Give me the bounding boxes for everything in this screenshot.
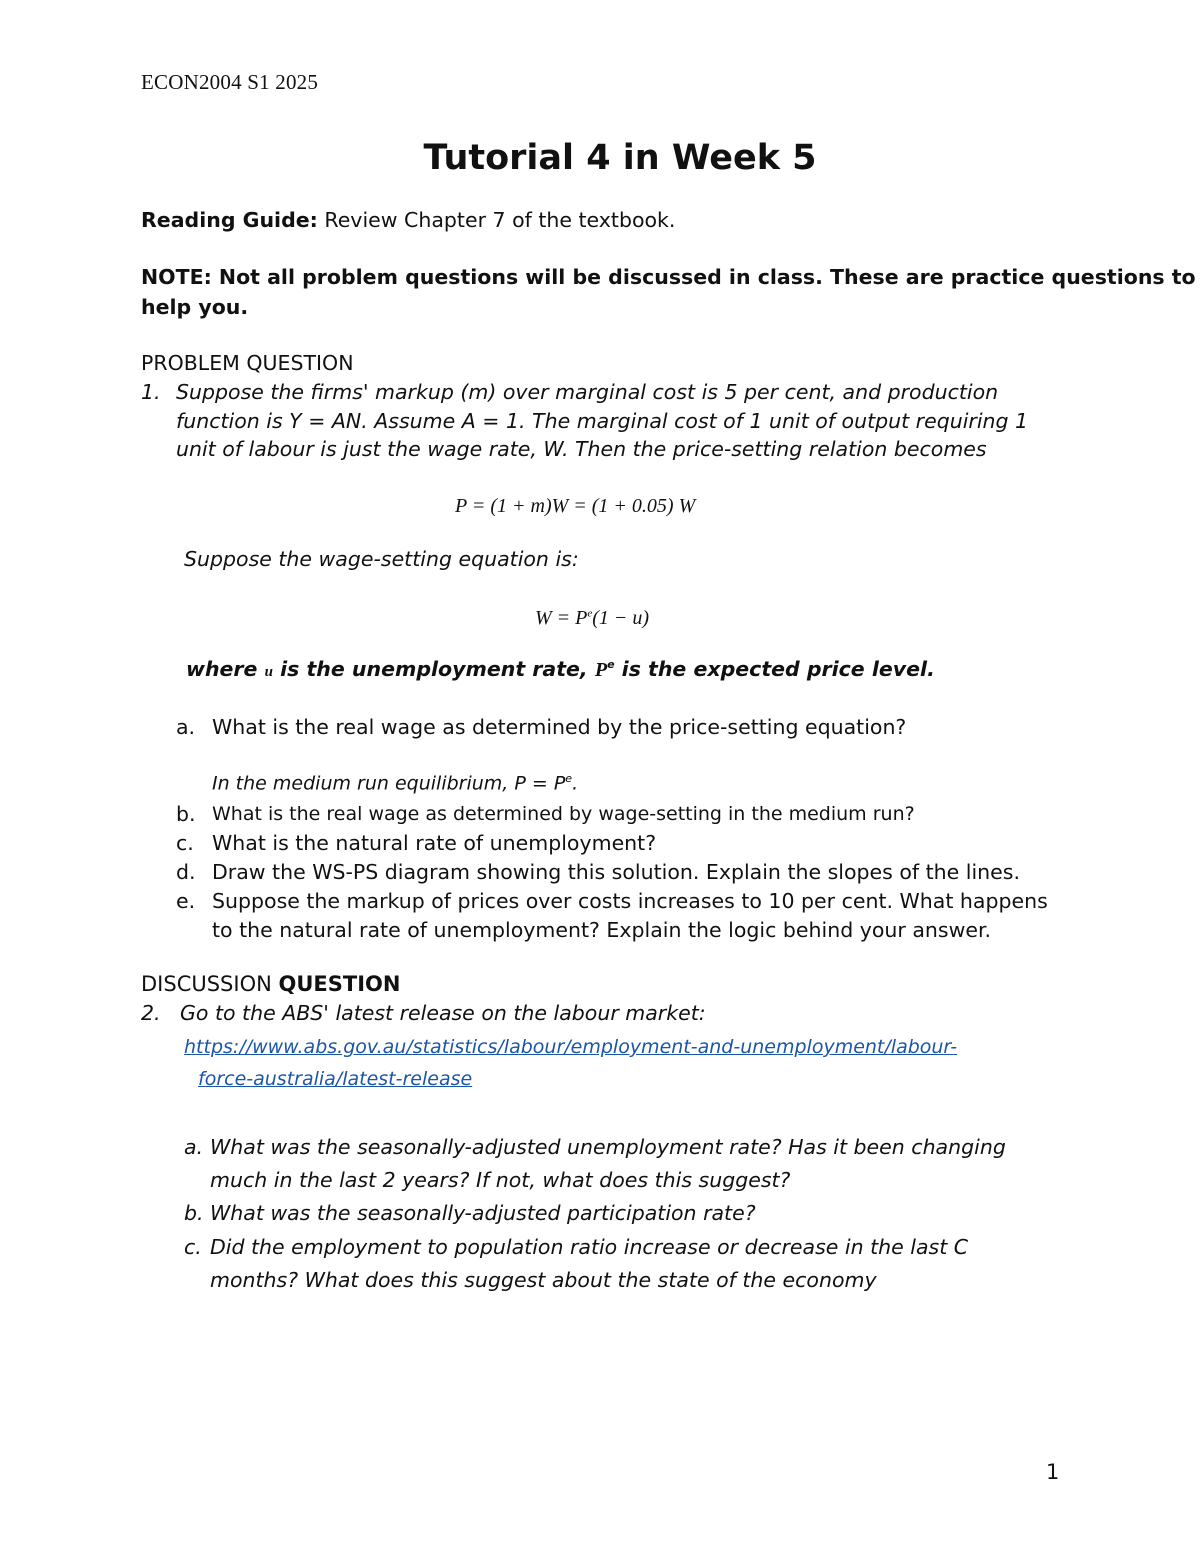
medium-run-period: . (572, 772, 579, 795)
wage-setting-equation (535, 606, 649, 630)
discussion-part-a-label: a. (184, 1135, 204, 1159)
page-title: Tutorial 4 in Week 5 (423, 138, 817, 178)
medium-run-note (212, 772, 578, 795)
wage-setting-intro: Suppose the wage-setting equation is: (184, 547, 579, 571)
where-text-c: is the expected price level. (614, 657, 935, 681)
wage-eq-superscript: e (587, 607, 593, 620)
discussion-part-b-line-1: What was the seasonally-adjusted participation rate? (210, 1201, 756, 1225)
where-p-symbol: P (594, 659, 608, 681)
medium-run-superscript: e (565, 772, 573, 785)
discussion-part-a-line-1: What was the seasonally-adjusted unemployment rate? Has it been changing (210, 1135, 1006, 1159)
page-number: 1 (1046, 1460, 1060, 1484)
where-text-a: where (186, 657, 265, 681)
note-line-1: NOTE: Not all problem questions will be discussed in class. These are practice questions to (141, 265, 1196, 289)
discussion-part-c-label: c. (184, 1235, 202, 1259)
discussion-part-c-line-1: Did the employment to population ratio increase or decrease in the last C (210, 1235, 969, 1259)
part-d-text: Draw the WS-PS diagram showing this solution. Explain the slopes of the lines. (212, 860, 1020, 884)
abs-link-line-2[interactable]: force-australia/latest-release (198, 1068, 473, 1090)
part-e-text-line-2: to the natural rate of unemployment? Explain the logic behind your answer. (212, 918, 992, 942)
discussion-part-a-line-2: much in the last 2 years? If not, what does this suggest? (210, 1168, 791, 1192)
discussion-part-b-label: b. (184, 1201, 204, 1225)
question-2-number: 2. (141, 1001, 161, 1025)
part-c-text: What is the natural rate of unemployment? (212, 831, 657, 855)
question-2-text: Go to the ABS' latest release on the labour market: (180, 1001, 706, 1025)
course-header: ECON2004 S1 2025 (141, 70, 319, 94)
part-b-label: b. (176, 802, 196, 826)
where-u-symbol: u (264, 664, 273, 680)
question-1-number: 1. (141, 380, 161, 404)
abs-link-line-1[interactable]: https://www.abs.gov.au/statistics/labour/employment-and-unemployment/labour- (184, 1036, 958, 1058)
reading-guide (141, 208, 675, 233)
question-1-line-3: unit of labour is just the wage rate, W. Then the price-setting relation becomes (176, 437, 987, 461)
where-text-b: is the unemployment rate, (272, 657, 595, 681)
discussion-heading-text: DISCUSSION (141, 972, 279, 996)
reading-guide-label: Reading Guide: (141, 208, 318, 232)
medium-run-text: In the medium run equilibrium, P = P (212, 772, 566, 795)
discussion-part-c-line-2: months? What does this suggest about the state of the economy (210, 1268, 877, 1292)
part-c-label: c. (176, 831, 194, 855)
part-a-text: What is the real wage as determined by the price-setting equation? (212, 715, 907, 739)
wage-eq-right: (1 − u) (592, 607, 650, 629)
wage-eq-left: W = P (535, 607, 588, 629)
where-p-superscript: e (607, 658, 615, 672)
where-definition (186, 657, 935, 682)
part-e-label: e. (176, 889, 196, 913)
discussion-heading-bold: QUESTION (278, 972, 401, 996)
part-a-label: a. (176, 715, 196, 739)
question-1-line-2: function is Y = AN. Assume A = 1. The marginal cost of 1 unit of output requiring 1 (176, 409, 1029, 433)
price-setting-equation: P = (1 + m)W = (1 + 0.05) W (455, 495, 696, 517)
question-1-line-1: Suppose the firms' markup (m) over marginal cost is 5 per cent, and production (176, 380, 999, 404)
part-d-label: d. (176, 860, 196, 884)
reading-guide-text: Review Chapter 7 of the textbook. (317, 208, 676, 232)
note-line-2: help you. (141, 295, 249, 319)
part-e-text-line-1: Suppose the markup of prices over costs increases to 10 per cent. What happens (212, 889, 1048, 913)
part-b-text: What is the real wage as determined by wage-setting in the medium run? (212, 803, 915, 825)
discussion-heading (141, 972, 400, 997)
problem-heading: PROBLEM QUESTION (141, 351, 354, 375)
